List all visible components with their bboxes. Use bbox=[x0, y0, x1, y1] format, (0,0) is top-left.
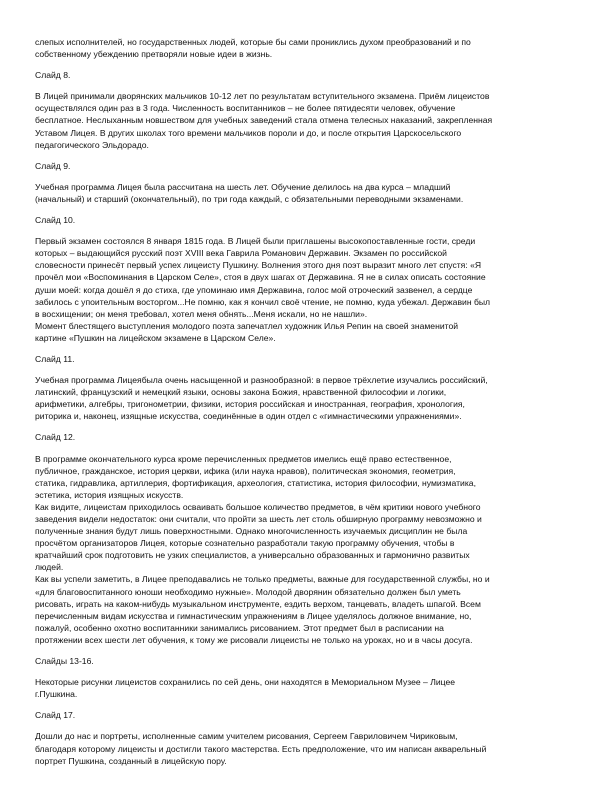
text-line: Некоторые рисунки лицеистов сохранились по сей день, они находятся в Мемориальном Музее – Лицее bbox=[35, 677, 456, 688]
text-line: людей. bbox=[35, 562, 64, 573]
text-line: заведения видели недостаток: они считали, что пройти за шесть лет столь обширную программу невозможно и bbox=[35, 514, 482, 524]
text-line: Слайд 17. bbox=[35, 710, 76, 721]
text-line: протяжении всех шести лет обучения, к тому же рисовали лицеисты не только на уроках, но и в часы досуга. bbox=[35, 634, 473, 645]
text-line: перечисленным видам искусства и гимнастическим упражнениям в Лицее уделялось должное внимание, но, bbox=[35, 610, 472, 621]
text-line: Слайд 8. bbox=[35, 70, 71, 81]
text-line: публичное, гражданское, история церкви, ифика (или наука нравов), политическая экономия, геометрия, bbox=[35, 465, 456, 476]
text-line: Слайд 11. bbox=[35, 353, 75, 364]
text-line: Как вы успели заметить, в Лицее преподавались не только предметы, важные для государственной службы, но и bbox=[35, 574, 490, 585]
paragraph bbox=[35, 90, 572, 150]
text-line: г.Пушкина. bbox=[35, 689, 78, 700]
paragraph bbox=[35, 374, 572, 422]
text-line: «для благовоспитанного юноши необходимо нужные». Молодой дворянин обязательно должен был уметь bbox=[35, 586, 461, 597]
text-line: Слайды 13-16. bbox=[35, 656, 94, 667]
text-line: риторика и, наконец, изящные искусства, соединённые в один отдел с «гимнастическими упражнениями». bbox=[35, 411, 462, 422]
text-line: бесплатное. Неслыханным новшеством для учебных заведений стала отмена телесных наказаний, закрепленная bbox=[35, 115, 493, 126]
slide-heading bbox=[35, 353, 572, 365]
text-line: благодаря которому лицеисты и достигли такого мастерства. Есть предположение, что им написан акварельный bbox=[35, 743, 487, 754]
text-line: забилось с упоительным восторгом...Не помню, как я кончил своё чтение, не помню, куда убежал. Державин был bbox=[35, 296, 491, 307]
text-line: Слайд 10. bbox=[35, 215, 76, 226]
slide-heading bbox=[35, 431, 572, 443]
slide-heading bbox=[35, 655, 572, 667]
text-line: в восхищении; он меня требовал, хотел меня обнять...Меня искали, но не нашли». bbox=[35, 308, 368, 319]
text-line: Как видите, лицеистам приходилось осваивать большое количество предметов, в чём критики нового учебного bbox=[35, 501, 481, 512]
text-line: слепых исполнителей, но государственных людей, которые бы сами прониклись духом преобразований и по bbox=[35, 37, 471, 47]
text-line: В Лицей принимали дворянских мальчиков 10-12 лет по результатам вступительного экзамена. Приём лицеистов bbox=[35, 91, 490, 102]
text-line: Дошли до нас и портреты, исполненные самим учителем рисования, Сергеем Гавриловичем Чириковым, bbox=[35, 731, 458, 742]
text-line: Первый экзамен состоялся 8 января 1815 года. В Лицей были приглашены высокопоставленные гости, среди bbox=[35, 236, 476, 247]
slide-heading bbox=[35, 69, 572, 81]
text-line: рисовать, играть на каком-нибудь музыкальном инструменте, ездить верхом, танцевать, владеть шпагой. Всем bbox=[35, 598, 481, 609]
text-line: В программе окончательного курса кроме перечисленных предметов имелись ещё право естественное, bbox=[35, 453, 452, 464]
slide-heading bbox=[35, 160, 572, 172]
text-line: души моей: когда дошёл я до стиха, где упоминаю имя Державина, голос мой отроческий зазвенел, а сердце bbox=[35, 284, 473, 295]
paragraph bbox=[35, 676, 572, 700]
text-line: пожалуй, особенно охотно воспитанники занимались рисованием. Этот предмет был в расписании на bbox=[35, 622, 444, 633]
text-line: кратчайший срок подготовить не узких специалистов, а универсально образованных и гармонично развитых bbox=[35, 550, 470, 561]
text-line: Уставом Лицея. В других школах того времени мальчиков пороли и до, и после открытия Царскосельского bbox=[35, 127, 462, 138]
text-line: словесности принесёт первый успех лицеисту Пушкину. Волнения этого дня поэт выразит много лет спустя: «Я bbox=[35, 260, 482, 271]
text-line: собственному убеждению претворяли новые идеи в жизнь. bbox=[35, 49, 273, 60]
slide-heading bbox=[35, 214, 572, 226]
paragraph bbox=[35, 235, 572, 344]
text-line: полученные знания будут лишь поверхностными. Однако многочисленность изучаемых дисциплин не была bbox=[35, 526, 468, 537]
paragraph bbox=[35, 730, 572, 766]
text-line: Момент блестящего выступления молодого поэта запечатлел художник Илья Репин на своей знаменитой bbox=[35, 320, 459, 331]
text-line: которых – выдающийся русский поэт XVIII века Гаврила Романович Державин. Экзамен по российской bbox=[35, 248, 447, 259]
paragraph bbox=[35, 36, 572, 60]
text-line: картине «Пушкин на лицейском экзамене в Царском Селе». bbox=[35, 332, 276, 343]
text-line: арифметики, алгебры, тригонометрии, физики, история российская и иностранная, география, хронология, bbox=[35, 399, 465, 410]
text-line: Учебная программа Лицея была рассчитана на шесть лет. Обучение делилось на два курса – младший bbox=[35, 181, 451, 192]
text-line: Слайд 12. bbox=[35, 432, 76, 443]
text-line: статика, гидравлика, артиллерия, фортификация, археология, статистика, история философии, нумизматика, bbox=[35, 477, 476, 488]
text-line: просчётом организаторов Лицея, которые сознательно разработали такую программу обучения, чтобы в bbox=[35, 538, 455, 549]
paragraph bbox=[35, 181, 572, 205]
paragraph bbox=[35, 453, 572, 647]
text-line: прочёл мои «Воспоминания в Царском Селе», стоя в двух шагах от Державина. Я не в силах описать состояние bbox=[35, 272, 486, 283]
text-line: портрет Пушкина, созданный в лицейскую пору. bbox=[35, 755, 227, 766]
text-line: латинский, французский и немецкий языки, основы закона Божия, нравственной философии и логики, bbox=[35, 387, 447, 398]
text-line: эстетика, история изящных искусств. bbox=[35, 489, 184, 500]
text-line: осуществлялся один раз в 3 года. Численность воспитанников – не более пятидесяти человек, обучение bbox=[35, 103, 456, 114]
text-line: педагогического Эльдорадо. bbox=[35, 139, 149, 150]
text-line: Учебная программа Лицеябыла очень насыщенной и разнообразной: в первое трёхлетие изучались российский, bbox=[35, 375, 488, 386]
text-line: Слайд 9. bbox=[35, 160, 71, 171]
text-line: (начальный) и старший (окончательный), по три года каждый, с обязательными переводными экзаменами. bbox=[35, 193, 464, 204]
slide-heading bbox=[35, 709, 572, 721]
